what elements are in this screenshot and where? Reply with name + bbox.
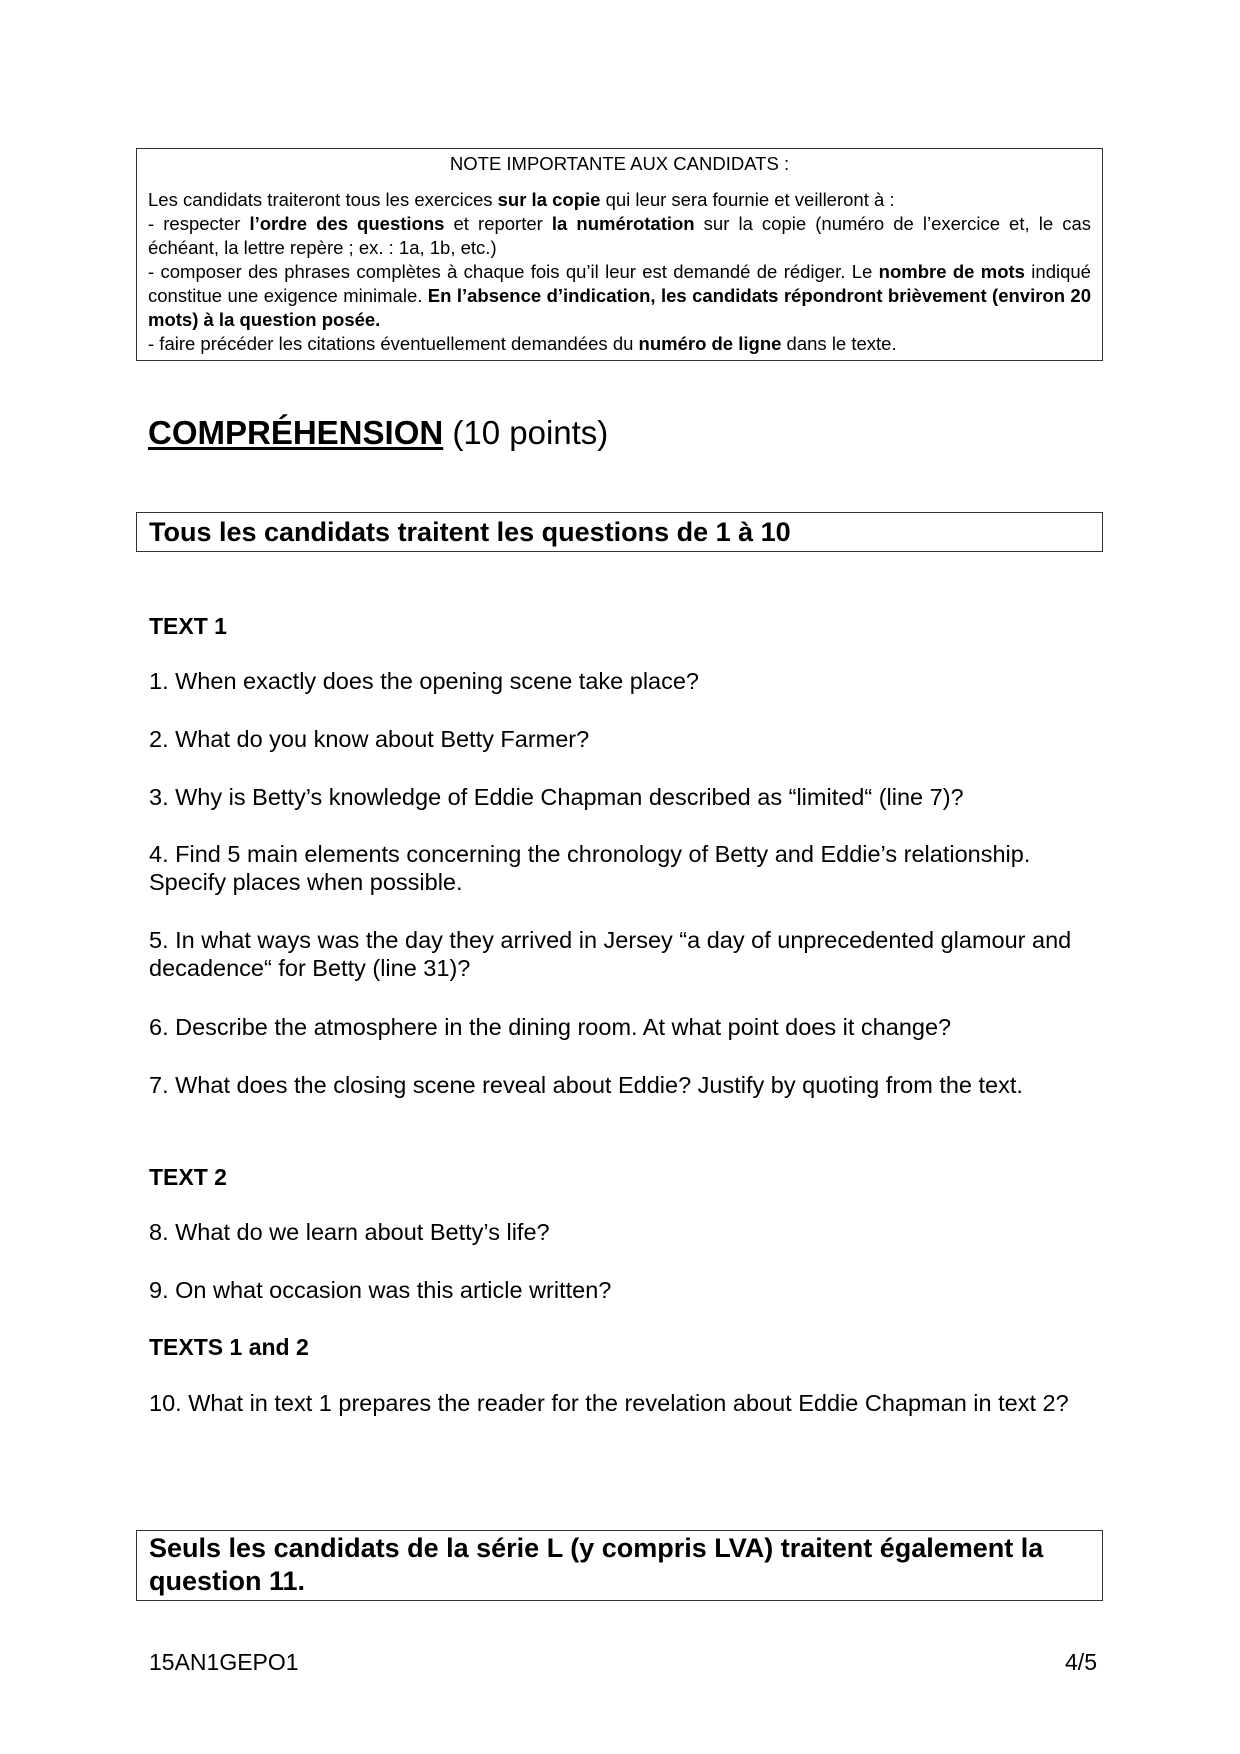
- question-7: 7. What does the closing scene reveal about Eddie? Justify by quoting from the text.: [149, 1072, 1023, 1098]
- question-2: 2. What do you know about Betty Farmer?: [149, 726, 590, 752]
- section-title: [148, 413, 608, 453]
- serie-l-box: Seuls les candidats de la série L (y compris LVA) traitent également la question 11.: [136, 1530, 1103, 1601]
- section-points: (10 points): [443, 414, 609, 451]
- question-3: 3. Why is Betty’s knowledge of Eddie Chapman described as “limited“ (line 7)?: [149, 784, 964, 810]
- note-line-4: - faire précéder les citations éventuellement demandées du numéro de ligne dans le texte.: [148, 333, 897, 354]
- question-5: 5. In what ways was the day they arrived in Jersey “a day of unprecedented glamour and decadence“ for Betty (line 31)?: [149, 927, 1072, 981]
- question-1: 1. When exactly does the opening scene take place?: [149, 668, 700, 694]
- footer-code: 15AN1GEPO1: [149, 1649, 299, 1675]
- note-title: NOTE IMPORTANTE AUX CANDIDATS :: [449, 153, 790, 174]
- note-line-2: - respecter l’ordre des questions et reporter la numérotation sur la copie (numéro de l’exercice et, le cas échéant, la lettre repère ; ex. : 1a, 1b, etc.): [148, 213, 1091, 258]
- all-candidates-box: Tous les candidats traitent les questions de 1 à 10: [136, 512, 1103, 552]
- note-line-3: - composer des phrases complètes à chaque fois qu’il leur est demandé de rédiger. Le nombre de mots indiqué constitue une exigence minimale. En l’absence d’indication, les candidats répondront brièvement (environ 20 mots) à la question posée.: [148, 261, 1092, 330]
- question-8: 8. What do we learn about Betty’s life?: [149, 1219, 550, 1245]
- question-4: 4. Find 5 main elements concerning the chronology of Betty and Eddie’s relationship. Specify places when possible.: [149, 841, 1031, 895]
- note-body: [148, 188, 1091, 356]
- question-9: 9. On what occasion was this article written?: [149, 1277, 612, 1303]
- note-line-1: Les candidats traiteront tous les exercices sur la copie qui leur sera fournie et veilleront à :: [148, 189, 895, 210]
- important-note-box: [136, 148, 1103, 361]
- text1-label: TEXT 1: [149, 613, 227, 639]
- texts12-label: TEXTS 1 and 2: [149, 1334, 309, 1360]
- page-number: 4/5: [1065, 1649, 1097, 1675]
- section-title-keyword: COMPRÉHENSION: [148, 414, 444, 451]
- question-6: 6. Describe the atmosphere in the dining room. At what point does it change?: [149, 1014, 952, 1040]
- question-10: 10. What in text 1 prepares the reader for the revelation about Eddie Chapman in text 2?: [149, 1390, 1069, 1416]
- text2-label: TEXT 2: [149, 1164, 227, 1190]
